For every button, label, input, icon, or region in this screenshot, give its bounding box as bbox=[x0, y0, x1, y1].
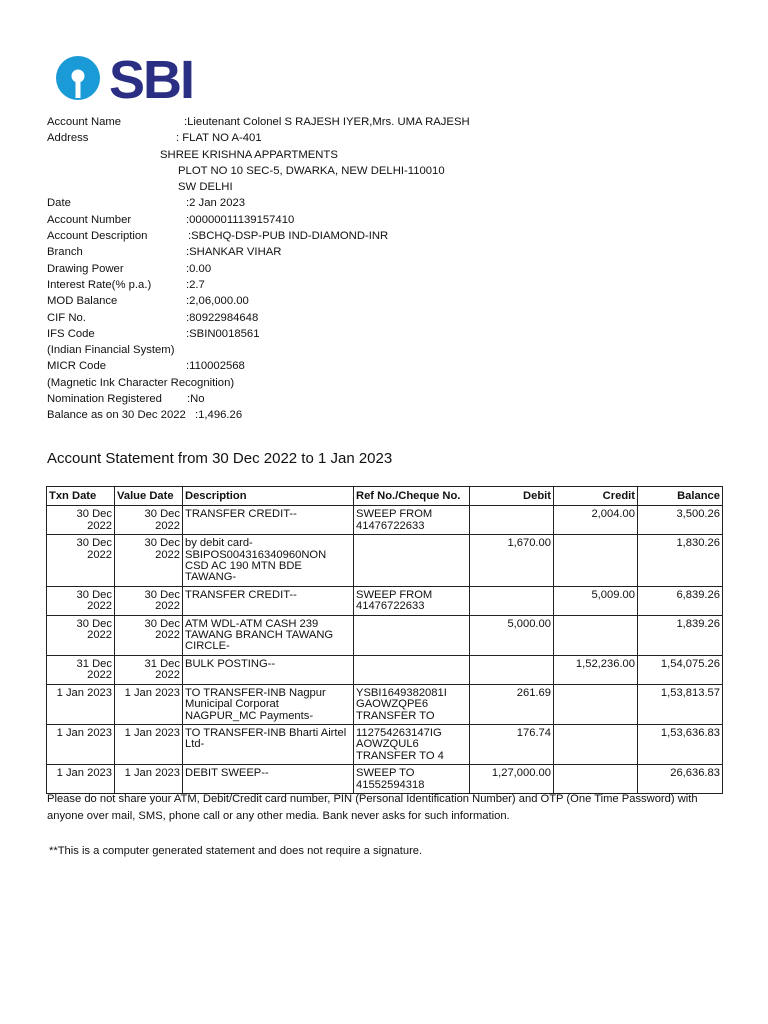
cell-balance: 1,53,813.57 bbox=[638, 684, 723, 724]
info-row bbox=[47, 261, 747, 277]
cell-ref-no: SWEEP FROM 41476722633 bbox=[354, 506, 470, 535]
info-value: SHREE KRISHNA APPARTMENTS bbox=[160, 148, 338, 161]
computer-generated-footnote: **This is a computer generated statement and does not require a signature. bbox=[49, 845, 423, 857]
cell-description: DEBIT SWEEP-- bbox=[183, 765, 354, 794]
cell-balance: 1,839.26 bbox=[638, 615, 723, 655]
cell-debit: 1,670.00 bbox=[470, 535, 554, 587]
info-label: Balance as on 30 Dec 2022 bbox=[47, 409, 186, 422]
cell-balance: 6,839.26 bbox=[638, 586, 723, 615]
info-row bbox=[47, 293, 747, 309]
info-row bbox=[47, 277, 747, 293]
cell-debit: 1,27,000.00 bbox=[470, 765, 554, 794]
info-label: (Indian Financial System) bbox=[47, 344, 175, 357]
account-info bbox=[47, 114, 747, 424]
table-row bbox=[47, 684, 723, 724]
cell-txn-date: 30 Dec 2022 bbox=[47, 586, 115, 615]
cell-ref-no bbox=[354, 535, 470, 587]
info-value: : FLAT NO A-401 bbox=[176, 132, 262, 145]
cell-description: TO TRANSFER-INB Nagpur Municipal Corporat NAGPUR_MC Payments- bbox=[183, 684, 354, 724]
info-label: Branch bbox=[47, 246, 83, 259]
col-ref-no: Ref No./Cheque No. bbox=[354, 487, 470, 506]
cell-credit bbox=[554, 615, 638, 655]
cell-balance: 1,54,075.26 bbox=[638, 655, 723, 684]
cell-credit: 2,004.00 bbox=[554, 506, 638, 535]
info-value: :No bbox=[187, 393, 205, 406]
info-row bbox=[47, 179, 747, 195]
cell-debit: 261.69 bbox=[470, 684, 554, 724]
info-row bbox=[47, 407, 747, 423]
info-label: Drawing Power bbox=[47, 262, 124, 275]
table-row bbox=[47, 724, 723, 764]
cell-value-date: 30 Dec 2022 bbox=[115, 506, 183, 535]
info-label: Address bbox=[47, 132, 89, 145]
table-row bbox=[47, 765, 723, 794]
cell-txn-date: 30 Dec 2022 bbox=[47, 535, 115, 587]
cell-value-date: 30 Dec 2022 bbox=[115, 586, 183, 615]
cell-ref-no bbox=[354, 655, 470, 684]
info-label: Nomination Registered bbox=[47, 393, 162, 406]
info-row bbox=[47, 342, 747, 358]
cell-txn-date: 1 Jan 2023 bbox=[47, 765, 115, 794]
info-row bbox=[47, 391, 747, 407]
cell-value-date: 30 Dec 2022 bbox=[115, 535, 183, 587]
cell-balance: 1,830.26 bbox=[638, 535, 723, 587]
info-row bbox=[47, 228, 747, 244]
info-value: :SHANKAR VIHAR bbox=[186, 246, 282, 259]
info-value: SW DELHI bbox=[178, 181, 233, 194]
info-label: Account Number bbox=[47, 213, 132, 226]
info-value: :00000011139157410 bbox=[186, 213, 295, 226]
info-value: :2.7 bbox=[186, 278, 205, 291]
info-label: Date bbox=[47, 197, 71, 210]
cell-value-date: 1 Jan 2023 bbox=[115, 765, 183, 794]
cell-description: BULK POSTING-- bbox=[183, 655, 354, 684]
col-description: Description bbox=[183, 487, 354, 506]
cell-credit bbox=[554, 684, 638, 724]
cell-description: TRANSFER CREDIT-- bbox=[183, 506, 354, 535]
cell-description: TRANSFER CREDIT-- bbox=[183, 586, 354, 615]
sbi-logo bbox=[55, 52, 205, 104]
cell-description: by debit card-SBIPOS004316340960NON CSD AC 190 MTN BDE TAWANG- bbox=[183, 535, 354, 587]
cell-ref-no: YSBI1649382081I GAOWZQPE6 TRANSFER TO bbox=[354, 684, 470, 724]
cell-description: ATM WDL-ATM CASH 239 TAWANG BRANCH TAWANG CIRCLE- bbox=[183, 615, 354, 655]
info-row bbox=[47, 326, 747, 342]
info-row bbox=[47, 163, 747, 179]
info-value: PLOT NO 10 SEC-5, DWARKA, NEW DELHI-110010 bbox=[178, 164, 445, 177]
info-row bbox=[47, 212, 747, 228]
col-debit: Debit bbox=[470, 487, 554, 506]
info-value: :110002568 bbox=[186, 360, 245, 373]
col-value-date: Value Date bbox=[115, 487, 183, 506]
security-notice: Please do not share your ATM, Debit/Credit card number, PIN (Personal Identification Number) and OTP (One Time Password) with anyone over mail, SMS, phone call or any other media. Bank never asks for such information. bbox=[47, 793, 698, 822]
cell-debit bbox=[470, 586, 554, 615]
info-row bbox=[47, 147, 747, 163]
cell-txn-date: 1 Jan 2023 bbox=[47, 684, 115, 724]
cell-balance: 3,500.26 bbox=[638, 506, 723, 535]
cell-credit bbox=[554, 765, 638, 794]
cell-credit: 1,52,236.00 bbox=[554, 655, 638, 684]
info-label: IFS Code bbox=[47, 327, 95, 340]
cell-ref-no bbox=[354, 615, 470, 655]
info-value: :2,06,000.00 bbox=[186, 295, 249, 308]
info-label: Account Description bbox=[47, 230, 148, 243]
info-row bbox=[47, 375, 747, 391]
statement-table bbox=[46, 486, 723, 794]
table-row bbox=[47, 586, 723, 615]
cell-debit bbox=[470, 655, 554, 684]
cell-debit bbox=[470, 506, 554, 535]
info-row bbox=[47, 358, 747, 374]
cell-balance: 26,636.83 bbox=[638, 765, 723, 794]
cell-ref-no: 112754263147IG AOWZQUL6 TRANSFER TO 4 bbox=[354, 724, 470, 764]
table-header-row bbox=[47, 487, 723, 506]
cell-value-date: 1 Jan 2023 bbox=[115, 724, 183, 764]
info-value: :Lieutenant Colonel S RAJESH IYER,Mrs. UMA RAJESH bbox=[184, 116, 470, 128]
cell-ref-no: SWEEP FROM 41476722633 bbox=[354, 586, 470, 615]
info-label: CIF No. bbox=[47, 311, 86, 324]
info-value: :2 Jan 2023 bbox=[186, 197, 246, 210]
table-row bbox=[47, 655, 723, 684]
table-row bbox=[47, 506, 723, 535]
info-row bbox=[47, 244, 747, 260]
info-row bbox=[47, 310, 747, 326]
info-value: :SBCHQ-DSP-PUB IND-DIAMOND-INR bbox=[188, 230, 389, 243]
info-label: (Magnetic Ink Character Recognition) bbox=[47, 376, 235, 389]
info-value: :80922984648 bbox=[186, 311, 259, 324]
cell-credit bbox=[554, 535, 638, 587]
cell-debit: 176.74 bbox=[470, 724, 554, 764]
info-row bbox=[47, 130, 747, 146]
logo-text: SBI bbox=[109, 52, 194, 104]
cell-credit bbox=[554, 724, 638, 764]
col-balance: Balance bbox=[638, 487, 723, 506]
cell-txn-date: 31 Dec 2022 bbox=[47, 655, 115, 684]
info-label: MICR Code bbox=[47, 360, 107, 373]
cell-value-date: 30 Dec 2022 bbox=[115, 615, 183, 655]
info-value: :SBIN0018561 bbox=[186, 327, 260, 340]
cell-description: TO TRANSFER-INB Bharti Airtel Ltd- bbox=[183, 724, 354, 764]
info-row bbox=[47, 114, 747, 130]
table-row bbox=[47, 535, 723, 587]
table-row bbox=[47, 615, 723, 655]
cell-txn-date: 1 Jan 2023 bbox=[47, 724, 115, 764]
cell-txn-date: 30 Dec 2022 bbox=[47, 506, 115, 535]
cell-ref-no: SWEEP TO 41552594318 bbox=[354, 765, 470, 794]
cell-debit: 5,000.00 bbox=[470, 615, 554, 655]
col-txn-date: Txn Date bbox=[47, 487, 115, 506]
info-row bbox=[47, 195, 747, 211]
info-value: :0.00 bbox=[186, 262, 212, 275]
statement-title: Account Statement from 30 Dec 2022 to 1 Jan 2023 bbox=[47, 450, 393, 467]
cell-txn-date: 30 Dec 2022 bbox=[47, 615, 115, 655]
cell-balance: 1,53,636.83 bbox=[638, 724, 723, 764]
info-label: MOD Balance bbox=[47, 295, 118, 308]
cell-credit: 5,009.00 bbox=[554, 586, 638, 615]
col-credit: Credit bbox=[554, 487, 638, 506]
info-label: Account Name bbox=[47, 116, 122, 128]
info-label: Interest Rate(% p.a.) bbox=[47, 278, 152, 291]
cell-value-date: 31 Dec 2022 bbox=[115, 655, 183, 684]
info-value: :1,496.26 bbox=[195, 409, 243, 422]
cell-value-date: 1 Jan 2023 bbox=[115, 684, 183, 724]
